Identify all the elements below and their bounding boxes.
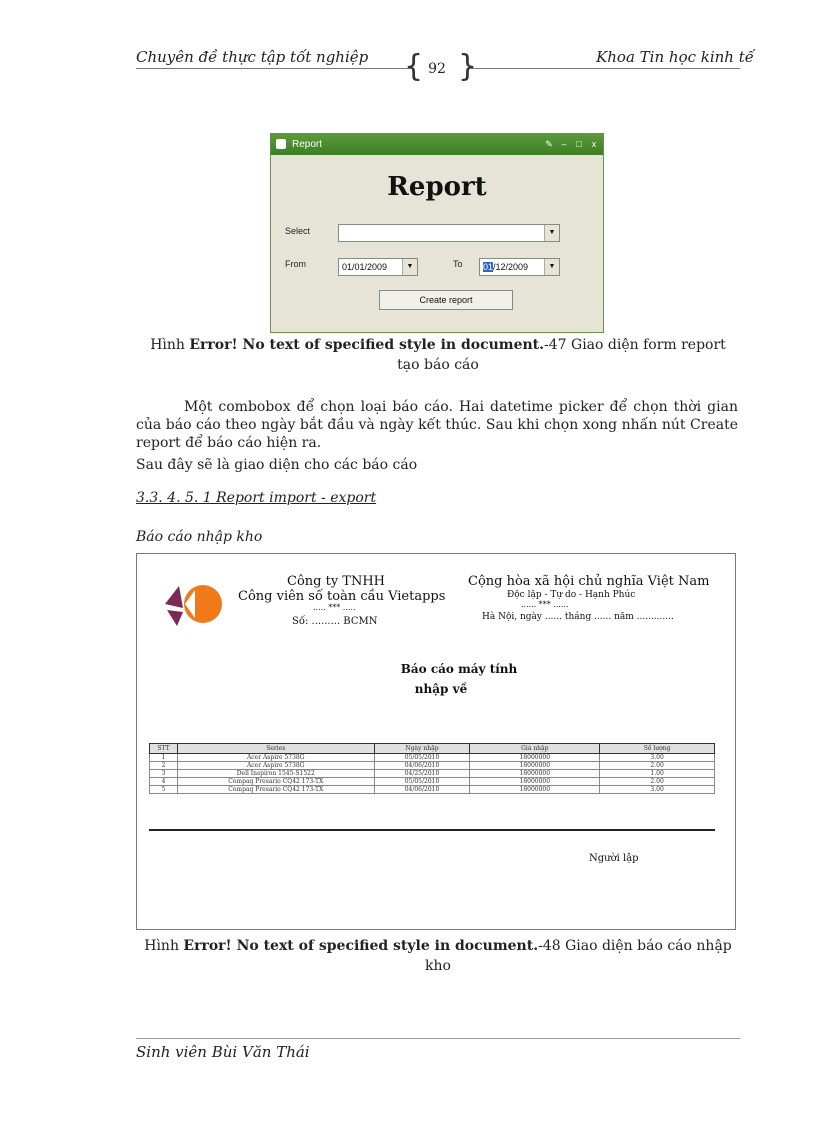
- table-row: [150, 786, 715, 794]
- table-row: [150, 778, 715, 786]
- footer-author: Sinh viên Bùi Văn Thái: [136, 1043, 310, 1061]
- national-motto: Độc lập - Tự do - Hạnh Phúc: [507, 590, 636, 600]
- report-type-combobox[interactable]: [338, 224, 560, 242]
- table-cell: 2: [150, 762, 178, 770]
- stars-left: ..... *** .....: [313, 603, 356, 612]
- table-cell: 18000000: [470, 754, 600, 762]
- to-date-rest: /12/2009: [493, 262, 529, 272]
- caption-suffix: -47 Giao diện form report tạo báo cáo: [397, 337, 726, 373]
- brace-left-icon: {: [404, 49, 424, 84]
- subheading: Báo cáo nhập kho: [136, 529, 263, 545]
- chevron-down-icon[interactable]: ▼: [402, 259, 417, 275]
- stars-right: ...... *** ......: [521, 600, 569, 609]
- table-row: [150, 762, 715, 770]
- table-cell: Dell Inspiron 1545-S1522: [177, 770, 374, 778]
- from-label: From: [285, 259, 306, 269]
- table-cell: 2.00: [600, 778, 715, 786]
- nation-name: Cộng hòa xã hội chủ nghĩa Việt Nam: [468, 574, 710, 589]
- column-header: Giá nhập: [470, 744, 600, 754]
- page-number: 92: [428, 61, 446, 77]
- report-divider: [149, 829, 715, 831]
- table-cell: 3.00: [600, 786, 715, 794]
- report-title-line-2: nhập về: [414, 682, 468, 696]
- table-cell: 2.00: [600, 762, 715, 770]
- report-heading: Report: [387, 172, 487, 202]
- column-header: Ngày nhập: [374, 744, 470, 754]
- table-cell: Compaq Presario CQ42 173-TX: [177, 786, 374, 794]
- chevron-down-icon[interactable]: ▼: [544, 259, 559, 275]
- from-date-value: 01/01/2009: [342, 262, 388, 272]
- create-report-button[interactable]: Create report: [379, 290, 513, 310]
- select-label: Select: [285, 226, 311, 236]
- company-line-1: Công ty TNHH: [287, 574, 386, 589]
- document-number: Số: ......... BCMN: [292, 616, 378, 627]
- chevron-down-icon[interactable]: ▼: [544, 225, 559, 241]
- window-titlebar[interactable]: [271, 134, 603, 155]
- footer-rule: [136, 1038, 740, 1039]
- table-cell: 18000000: [470, 770, 600, 778]
- table-cell: Acer Aspire 5738G: [177, 762, 374, 770]
- report-title-line-1: Báo cáo máy tính: [400, 662, 518, 676]
- caption-error-text: Error! No text of specified style in document.: [189, 337, 545, 353]
- caption-suffix: -48 Giao diện báo cáo nhập kho: [425, 938, 732, 974]
- import-report-preview: [136, 553, 736, 930]
- date-line: Hà Nội, ngày ...... tháng ...... năm .............: [482, 612, 674, 622]
- report-form-window: [270, 133, 604, 333]
- table-cell: 3: [150, 770, 178, 778]
- body-paragraph: Một combobox để chọn loại báo cáo. Hai datetime picker để chọn thời gian của báo cáo theo ngày bắt đầu và ngày kết thúc. Sau khi chọn xong nhấn nút Create report để báo cáo hiện ra.: [136, 399, 738, 451]
- table-cell: Compaq Presario CQ42 173-TX: [177, 778, 374, 786]
- column-header: STT: [150, 744, 178, 754]
- company-line-2: Công viên số toàn cầu Vietapps: [238, 589, 446, 604]
- section-heading: 3.3. 4. 5. 1 Report import - export: [136, 490, 377, 506]
- from-date-picker[interactable]: [338, 258, 418, 276]
- brace-right-icon: }: [458, 49, 478, 84]
- header-left-title: Chuyên đề thực tập tốt nghiệp: [136, 48, 369, 66]
- table-cell: 3.00: [600, 754, 715, 762]
- window-title: Report: [292, 139, 323, 150]
- import-table: [149, 743, 715, 794]
- table-row: [150, 770, 715, 778]
- header-rule-left: [136, 68, 411, 69]
- caption-prefix: Hình: [150, 337, 190, 353]
- minimize-button[interactable]: –: [561, 139, 567, 149]
- header-right-title: Khoa Tin học kinh tế: [596, 48, 754, 66]
- table-cell: 18000000: [470, 786, 600, 794]
- to-label: To: [453, 259, 463, 269]
- table-cell: 1.00: [600, 770, 715, 778]
- table-cell: 04/25/2010: [374, 770, 470, 778]
- table-cell: 05/05/2010: [374, 778, 470, 786]
- window-app-icon: [276, 139, 286, 149]
- to-date-picker[interactable]: [479, 258, 560, 276]
- table-cell: 18000000: [470, 778, 600, 786]
- column-header: Series: [177, 744, 374, 754]
- column-header: Số lượng: [600, 744, 715, 754]
- table-cell: 05/05/2010: [374, 754, 470, 762]
- figure-caption-48: [140, 936, 736, 976]
- table-cell: 5: [150, 786, 178, 794]
- table-cell: Acer Aspire 5738G: [177, 754, 374, 762]
- table-cell: 1: [150, 754, 178, 762]
- header-rule-right: [470, 68, 740, 69]
- to-date-day-selected: 01: [483, 262, 494, 272]
- table-cell: 04/06/2010: [374, 762, 470, 770]
- body-paragraph-2: Sau đây sẽ là giao diện cho các báo cáo: [136, 457, 418, 473]
- figure-caption-47: [140, 335, 736, 375]
- table-header-row: [150, 744, 715, 754]
- edit-icon[interactable]: ✎: [545, 139, 553, 149]
- table-cell: 4: [150, 778, 178, 786]
- signer-label: Người lập: [589, 853, 639, 864]
- table-cell: 18000000: [470, 762, 600, 770]
- maximize-button[interactable]: □: [576, 139, 582, 149]
- company-logo-icon: [161, 580, 223, 628]
- table-row: [150, 754, 715, 762]
- table-cell: 04/06/2010: [374, 786, 470, 794]
- caption-prefix: Hình: [144, 938, 184, 954]
- caption-error-text: Error! No text of specified style in document.: [183, 938, 539, 954]
- close-button[interactable]: x: [591, 139, 597, 149]
